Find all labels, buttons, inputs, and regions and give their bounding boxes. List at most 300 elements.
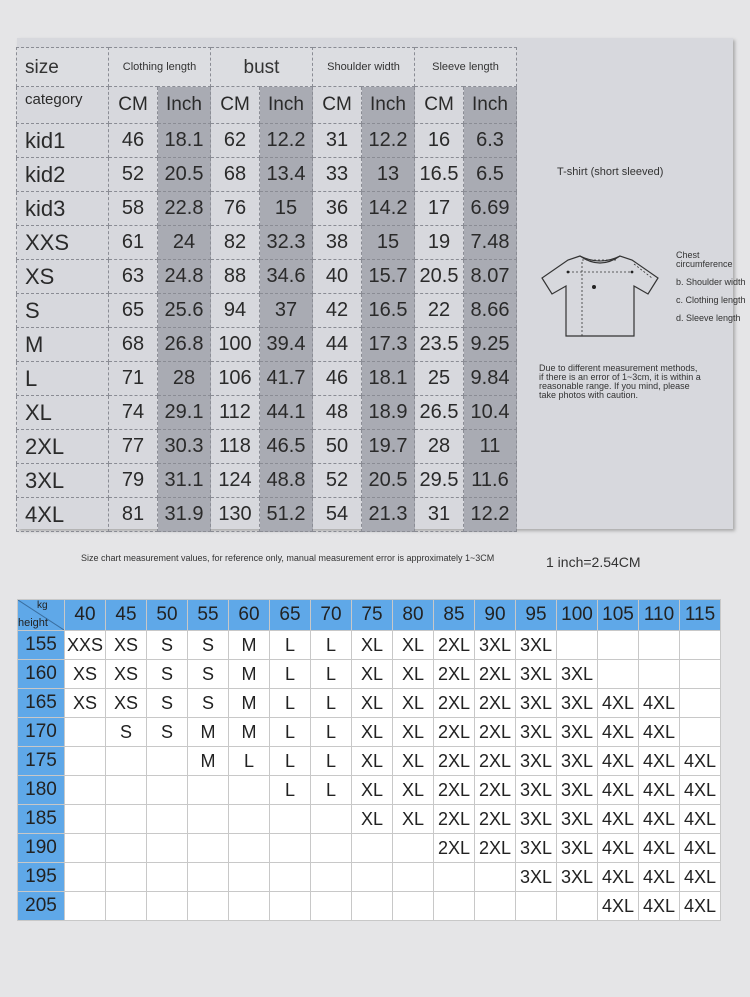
cm-cell: 71 [109, 362, 158, 396]
size-recommendation-cell: 4XL [680, 776, 721, 805]
size-chart-header-row [17, 48, 517, 87]
size-recommendation-cell: 2XL [475, 689, 516, 718]
size-recommendation-cell [106, 776, 147, 805]
size-recommendation-cell: 2XL [434, 660, 475, 689]
size-recommendation-cell: M [229, 631, 270, 660]
inch-cell: 8.07 [464, 260, 517, 294]
size-recommendation-cell: XL [352, 689, 393, 718]
height-label: height [18, 617, 48, 629]
unit-inch: Inch [362, 87, 415, 124]
size-recommendation-cell: XL [393, 689, 434, 718]
size-recommendation-cell: 2XL [434, 776, 475, 805]
weight-header-row [18, 600, 721, 631]
size-recommendation-cell: XL [393, 805, 434, 834]
height-cell: 185 [18, 805, 65, 834]
size-recommendation-cell [598, 660, 639, 689]
size-recommendation-cell: 2XL [434, 747, 475, 776]
size-recommendation-cell: S [188, 689, 229, 718]
cm-cell: 38 [313, 226, 362, 260]
size-recommendation-cell [393, 863, 434, 892]
category-header: category [17, 87, 109, 124]
size-recommendation-cell: L [270, 631, 311, 660]
cm-cell: 28 [415, 430, 464, 464]
inch-cell: 39.4 [260, 328, 313, 362]
size-recommendation-cell [434, 863, 475, 892]
inch-cell: 48.8 [260, 464, 313, 498]
size-recommendation-cell: 4XL [680, 805, 721, 834]
size-recommendation-cell: L [270, 718, 311, 747]
size-recommendation-cell [106, 805, 147, 834]
size-recommendation-cell [270, 834, 311, 863]
size-recommendation-cell [393, 892, 434, 921]
inch-cell: 18.9 [362, 396, 415, 430]
size-recommendation-cell [311, 863, 352, 892]
size-recommendation-cell: L [270, 776, 311, 805]
grid-row [18, 776, 721, 805]
cm-cell: 16.5 [415, 158, 464, 192]
size-row [17, 260, 517, 294]
size-label: XL [17, 396, 109, 430]
size-recommendation-cell: 4XL [639, 689, 680, 718]
weight-header: 75 [352, 600, 393, 631]
cm-cell: 61 [109, 226, 158, 260]
cm-cell: 26.5 [415, 396, 464, 430]
size-recommendation-cell: XS [65, 660, 106, 689]
inch-cell: 20.5 [362, 464, 415, 498]
size-recommendation-cell: XL [352, 747, 393, 776]
size-recommendation-cell: 3XL [516, 660, 557, 689]
size-recommendation-cell: L [311, 776, 352, 805]
inch-cell: 22.8 [158, 192, 211, 226]
size-recommendation-cell: 2XL [434, 631, 475, 660]
cm-cell: 54 [313, 498, 362, 532]
size-recommendation-cell [311, 892, 352, 921]
cm-cell: 16 [415, 124, 464, 158]
inch-cell: 20.5 [158, 158, 211, 192]
measurement-legend [676, 251, 746, 332]
size-recommendation-cell [557, 631, 598, 660]
measurement-disclaimer: Due to different measurement methods, if there is an error of 1~3cm, it is within a reasonable range. If you mind, please take photos with caution. [539, 363, 701, 400]
height-cell: 205 [18, 892, 65, 921]
cm-cell: 52 [313, 464, 362, 498]
size-row [17, 158, 517, 192]
size-recommendation-cell: XXS [65, 631, 106, 660]
size-recommendation-cell [65, 805, 106, 834]
inch-cell: 51.2 [260, 498, 313, 532]
weight-header: 85 [434, 600, 475, 631]
inch-cell: 18.1 [362, 362, 415, 396]
size-recommendation-cell [106, 892, 147, 921]
grid-row [18, 660, 721, 689]
tshirt-diagram-icon [538, 244, 662, 339]
size-recommendation-cell [270, 892, 311, 921]
kg-label: kg [37, 600, 48, 611]
inch-cell: 18.1 [158, 124, 211, 158]
size-recommendation-cell [147, 834, 188, 863]
inch-cell: 44.1 [260, 396, 313, 430]
inch-cell: 6.3 [464, 124, 517, 158]
size-recommendation-cell [188, 834, 229, 863]
inch-cell: 15.7 [362, 260, 415, 294]
inch-cell: 11 [464, 430, 517, 464]
size-recommendation-cell: XS [65, 689, 106, 718]
size-recommendation-cell [311, 805, 352, 834]
size-label: kid3 [17, 192, 109, 226]
cm-cell: 79 [109, 464, 158, 498]
legend-length: c. Clothing length [676, 295, 746, 305]
legend-chest: Chest circumference [676, 250, 733, 269]
cm-cell: 22 [415, 294, 464, 328]
size-row [17, 464, 517, 498]
size-recommendation-cell: 3XL [516, 689, 557, 718]
size-recommendation-cell: M [229, 660, 270, 689]
weight-header: 105 [598, 600, 639, 631]
size-row [17, 328, 517, 362]
size-recommendation-cell: 4XL [598, 863, 639, 892]
size-recommendation-cell: S [147, 689, 188, 718]
bust-header: bust [211, 48, 313, 87]
size-recommendation-cell [147, 863, 188, 892]
cm-cell: 29.5 [415, 464, 464, 498]
size-recommendation-cell: S [147, 631, 188, 660]
size-recommendation-cell [188, 892, 229, 921]
size-recommendation-cell [106, 747, 147, 776]
cm-cell: 52 [109, 158, 158, 192]
size-recommendation-cell: 2XL [475, 834, 516, 863]
grid-corner [18, 600, 65, 631]
grid-row [18, 718, 721, 747]
weight-header: 40 [65, 600, 106, 631]
inch-cell: 41.7 [260, 362, 313, 396]
size-recommendation-cell [680, 689, 721, 718]
size-recommendation-cell [229, 834, 270, 863]
size-chart-body [17, 124, 517, 532]
inch-cell: 10.4 [464, 396, 517, 430]
size-recommendation-cell: XS [106, 689, 147, 718]
inch-cell: 37 [260, 294, 313, 328]
size-recommendation-cell [680, 718, 721, 747]
cm-cell: 74 [109, 396, 158, 430]
weight-header: 70 [311, 600, 352, 631]
unit-header-row [17, 87, 517, 124]
inch-cell: 6.5 [464, 158, 517, 192]
size-recommendation-cell: 4XL [598, 805, 639, 834]
cm-cell: 36 [313, 192, 362, 226]
size-recommendation-cell: XL [352, 631, 393, 660]
inch-cell: 7.48 [464, 226, 517, 260]
size-recommendation-cell: 4XL [598, 689, 639, 718]
size-recommendation-cell: L [311, 718, 352, 747]
cm-cell: 46 [313, 362, 362, 396]
cm-cell: 100 [211, 328, 260, 362]
cm-cell: 88 [211, 260, 260, 294]
cm-cell: 76 [211, 192, 260, 226]
cm-cell: 31 [415, 498, 464, 532]
inch-cell: 9.84 [464, 362, 517, 396]
size-recommendation-cell [311, 834, 352, 863]
size-recommendation-cell: S [188, 631, 229, 660]
size-recommendation-cell: M [229, 718, 270, 747]
size-recommendation-cell: XL [393, 631, 434, 660]
height-cell: 195 [18, 863, 65, 892]
size-recommendation-cell [147, 805, 188, 834]
inch-cell: 8.66 [464, 294, 517, 328]
grid-row [18, 892, 721, 921]
cm-cell: 40 [313, 260, 362, 294]
size-row [17, 396, 517, 430]
cm-cell: 19 [415, 226, 464, 260]
inch-cell: 19.7 [362, 430, 415, 464]
inch-cell: 21.3 [362, 498, 415, 532]
inch-cell: 13 [362, 158, 415, 192]
inch-cell: 30.3 [158, 430, 211, 464]
size-recommendation-cell: 4XL [639, 834, 680, 863]
size-recommendation-cell: M [229, 689, 270, 718]
size-recommendation-cell: 3XL [516, 718, 557, 747]
size-recommendation-cell: XL [352, 718, 393, 747]
size-recommendation-cell [188, 776, 229, 805]
size-recommendation-cell [65, 834, 106, 863]
size-recommendation-cell: 3XL [516, 805, 557, 834]
size-row [17, 294, 517, 328]
unit-inch: Inch [158, 87, 211, 124]
sleeve-length-header: Sleeve length [415, 48, 517, 87]
weight-header: 80 [393, 600, 434, 631]
inch-cell: 24.8 [158, 260, 211, 294]
inch-cell: 25.6 [158, 294, 211, 328]
legend-sleeve: d. Sleeve length [676, 313, 741, 323]
size-recommendation-cell: XL [393, 660, 434, 689]
cm-cell: 124 [211, 464, 260, 498]
inch-cell: 31.1 [158, 464, 211, 498]
cm-cell: 42 [313, 294, 362, 328]
cm-cell: 50 [313, 430, 362, 464]
size-label: XXS [17, 226, 109, 260]
size-recommendation-cell [147, 892, 188, 921]
size-recommendation-cell: S [188, 660, 229, 689]
size-recommendation-cell [106, 834, 147, 863]
inch-cell: 29.1 [158, 396, 211, 430]
grid-row [18, 689, 721, 718]
size-recommendation-cell [475, 892, 516, 921]
inch-cell: 6.69 [464, 192, 517, 226]
size-recommendation-cell: 4XL [598, 834, 639, 863]
inch-cell: 16.5 [362, 294, 415, 328]
size-label: kid2 [17, 158, 109, 192]
cm-cell: 44 [313, 328, 362, 362]
grid-row [18, 834, 721, 863]
size-recommendation-cell [352, 863, 393, 892]
size-row [17, 498, 517, 532]
size-recommendation-cell: L [311, 631, 352, 660]
size-row [17, 192, 517, 226]
height-cell: 155 [18, 631, 65, 660]
size-recommendation-cell: XS [106, 631, 147, 660]
unit-cm: CM [211, 87, 260, 124]
size-recommendation-cell: L [270, 689, 311, 718]
cm-cell: 68 [211, 158, 260, 192]
weight-header: 45 [106, 600, 147, 631]
legend-shoulder: b. Shoulder width [676, 277, 746, 287]
size-recommendation-cell: 4XL [639, 776, 680, 805]
size-recommendation-cell [188, 863, 229, 892]
weight-header: 55 [188, 600, 229, 631]
height-cell: 180 [18, 776, 65, 805]
cm-cell: 112 [211, 396, 260, 430]
size-recommendation-cell: XS [106, 660, 147, 689]
size-recommendation-cell: 2XL [475, 660, 516, 689]
cm-cell: 17 [415, 192, 464, 226]
size-recommendation-cell [475, 863, 516, 892]
inch-cell: 17.3 [362, 328, 415, 362]
size-recommendation-cell: 4XL [680, 863, 721, 892]
inch-cell: 12.2 [362, 124, 415, 158]
inch-cell: 15 [260, 192, 313, 226]
size-recommendation-cell: 3XL [557, 718, 598, 747]
unit-inch: Inch [260, 87, 313, 124]
inch-cell: 28 [158, 362, 211, 396]
size-recommendation-cell: 4XL [680, 747, 721, 776]
weight-header: 110 [639, 600, 680, 631]
inch-cell: 24 [158, 226, 211, 260]
inch-cell: 14.2 [362, 192, 415, 226]
size-recommendation-cell: 3XL [516, 834, 557, 863]
size-recommendation-cell: 3XL [557, 805, 598, 834]
inch-cell: 15 [362, 226, 415, 260]
size-recommendation-cell: 4XL [639, 863, 680, 892]
size-recommendation-cell: XL [352, 776, 393, 805]
size-recommendation-cell [188, 805, 229, 834]
size-label: 4XL [17, 498, 109, 532]
weight-header: 50 [147, 600, 188, 631]
size-recommendation-cell: L [311, 689, 352, 718]
size-label: 2XL [17, 430, 109, 464]
size-recommendation-cell: 3XL [516, 747, 557, 776]
size-recommendation-cell: 3XL [557, 834, 598, 863]
size-header: size [17, 48, 109, 87]
size-recommendation-cell: 2XL [434, 718, 475, 747]
clothing-length-header: Clothing length [109, 48, 211, 87]
size-recommendation-cell [639, 660, 680, 689]
inch-cell: 12.2 [260, 124, 313, 158]
weight-header: 65 [270, 600, 311, 631]
size-recommendation-cell: XL [393, 776, 434, 805]
cm-cell: 31 [313, 124, 362, 158]
cm-cell: 33 [313, 158, 362, 192]
size-row [17, 124, 517, 158]
size-recommendation-cell: L [270, 747, 311, 776]
size-recommendation-cell [147, 747, 188, 776]
weight-header: 100 [557, 600, 598, 631]
size-recommendation-cell: 3XL [516, 776, 557, 805]
size-recommendation-cell [352, 892, 393, 921]
cm-cell: 63 [109, 260, 158, 294]
size-recommendation-cell: 3XL [516, 631, 557, 660]
height-cell: 175 [18, 747, 65, 776]
size-recommendation-cell [557, 892, 598, 921]
size-label: S [17, 294, 109, 328]
cm-cell: 81 [109, 498, 158, 532]
size-recommendation-cell: 3XL [557, 863, 598, 892]
tshirt-title: T-shirt (short sleeved) [557, 166, 664, 178]
size-recommendation-cell: 3XL [557, 660, 598, 689]
cm-cell: 20.5 [415, 260, 464, 294]
weight-header: 90 [475, 600, 516, 631]
height-cell: 160 [18, 660, 65, 689]
cm-cell: 23.5 [415, 328, 464, 362]
cm-cell: 62 [211, 124, 260, 158]
size-recommendation-cell: XL [393, 747, 434, 776]
inch-cell: 12.2 [464, 498, 517, 532]
size-recommendation-cell [65, 863, 106, 892]
cm-cell: 48 [313, 396, 362, 430]
weight-header: 60 [229, 600, 270, 631]
size-recommendation-cell [393, 834, 434, 863]
size-label: 3XL [17, 464, 109, 498]
grid-body [18, 631, 721, 921]
size-recommendation-cell [434, 892, 475, 921]
cm-cell: 94 [211, 294, 260, 328]
size-recommendation-cell: 4XL [639, 718, 680, 747]
inch-cell: 34.6 [260, 260, 313, 294]
size-recommendation-cell: 4XL [598, 718, 639, 747]
grid-row [18, 631, 721, 660]
size-recommendation-cell: 3XL [516, 863, 557, 892]
size-recommendation-cell: XL [352, 805, 393, 834]
inch-cell: 46.5 [260, 430, 313, 464]
size-recommendation-cell: XL [352, 660, 393, 689]
cm-cell: 46 [109, 124, 158, 158]
inch-cell: 26.8 [158, 328, 211, 362]
size-recommendation-cell: L [311, 747, 352, 776]
size-recommendation-cell [270, 805, 311, 834]
size-recommendation-cell: S [106, 718, 147, 747]
shoulder-width-header: Shoulder width [313, 48, 415, 87]
cm-cell: 25 [415, 362, 464, 396]
size-recommendation-cell: 4XL [680, 892, 721, 921]
size-recommendation-cell: L [311, 660, 352, 689]
size-recommendation-cell: M [188, 718, 229, 747]
height-weight-grid [17, 599, 721, 921]
size-recommendation-cell: 3XL [557, 747, 598, 776]
size-label: kid1 [17, 124, 109, 158]
size-recommendation-cell: 4XL [680, 834, 721, 863]
cm-cell: 118 [211, 430, 260, 464]
size-recommendation-cell: L [229, 747, 270, 776]
weight-header: 95 [516, 600, 557, 631]
size-recommendation-cell: 4XL [639, 805, 680, 834]
size-recommendation-cell: 2XL [475, 805, 516, 834]
size-recommendation-cell: 2XL [434, 834, 475, 863]
size-recommendation-cell: L [270, 660, 311, 689]
size-recommendation-cell [598, 631, 639, 660]
size-recommendation-cell: 4XL [598, 776, 639, 805]
size-recommendation-cell: S [147, 660, 188, 689]
cm-cell: 106 [211, 362, 260, 396]
cm-cell: 58 [109, 192, 158, 226]
size-recommendation-cell: 4XL [639, 892, 680, 921]
inch-cell: 31.9 [158, 498, 211, 532]
size-label: M [17, 328, 109, 362]
size-recommendation-cell: 3XL [557, 776, 598, 805]
size-recommendation-cell [106, 863, 147, 892]
size-recommendation-cell [229, 892, 270, 921]
unit-cm: CM [313, 87, 362, 124]
size-recommendation-cell: 3XL [557, 689, 598, 718]
size-label: L [17, 362, 109, 396]
size-label: XS [17, 260, 109, 294]
inch-cell: 13.4 [260, 158, 313, 192]
